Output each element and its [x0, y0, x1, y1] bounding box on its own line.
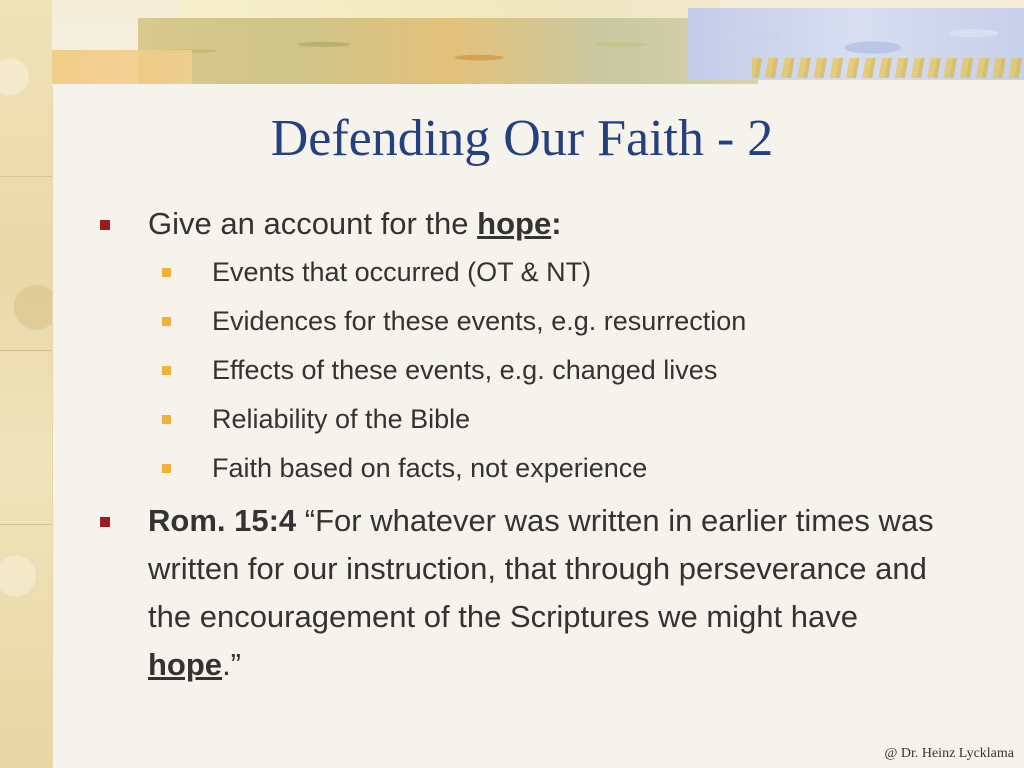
sub-bullet-text: Evidences for these events, e.g. resurrection: [212, 306, 747, 336]
sub-bullet-item: [96, 346, 956, 395]
sub-bullet-text: Reliability of the Bible: [212, 404, 471, 434]
sub-bullet-item: [96, 395, 956, 444]
hope-emphasis: hope: [148, 647, 223, 682]
hope-emphasis: hope: [477, 206, 552, 241]
banner-orange-tile: [52, 50, 192, 84]
banner-leaf-tile: [138, 18, 758, 84]
sub-bullet-text: Faith based on facts, not experience: [212, 453, 648, 483]
bullet-give-account: [96, 200, 956, 248]
square-bullet-icon: [162, 415, 171, 424]
square-bullet-icon: [100, 517, 110, 527]
square-bullet-icon: [100, 220, 110, 230]
scripture-quote-end: .”: [222, 647, 241, 682]
sub-bullet-item: [96, 297, 956, 346]
square-bullet-icon: [162, 317, 171, 326]
square-bullet-icon: [162, 268, 171, 277]
sub-bullet-text: Effects of these events, e.g. changed lives: [212, 355, 718, 385]
header-decorative-banner: [52, 0, 1024, 86]
sub-bullet-text: Events that occurred (OT & NT): [212, 257, 592, 287]
left-parchment-strip: [0, 0, 53, 768]
sub-bullet-list: [96, 248, 956, 493]
scripture-reference: Rom. 15:4: [148, 503, 297, 538]
bullet-text-suffix: :: [551, 206, 562, 241]
bullet-scripture-quote: [96, 497, 956, 689]
sub-bullet-item: [96, 248, 956, 297]
bullet-text-prefix: Give an account for the: [148, 206, 478, 241]
scripture-quote-text: “For whatever was written in earlier times was written for our instruction, that through perseverance and the encouragement of the Scriptures we might have: [148, 503, 934, 634]
slide-title: Defending Our Faith - 2: [270, 110, 774, 167]
slide-body: [96, 200, 956, 689]
sub-bullet-item: [96, 444, 956, 493]
banner-gold-stripe: [752, 58, 1024, 78]
footer-credit: @ Dr. Heinz Lycklama: [884, 746, 1014, 761]
square-bullet-icon: [162, 464, 171, 473]
square-bullet-icon: [162, 366, 171, 375]
